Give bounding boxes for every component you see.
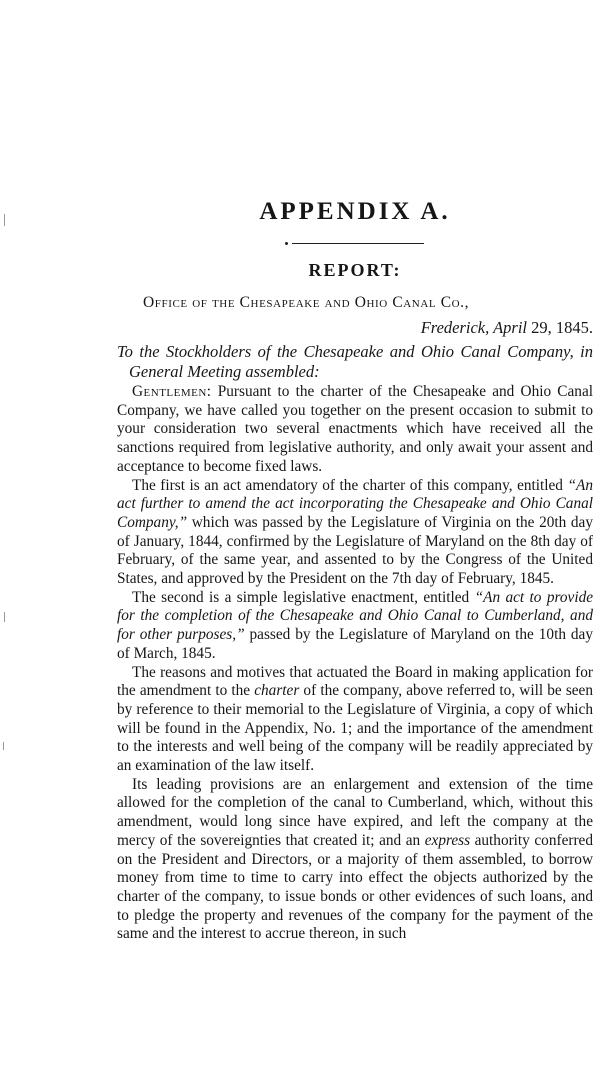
paragraph-text: The first is an act amendatory of the charter of this company, entitled	[132, 476, 568, 494]
emphasis: charter	[254, 682, 300, 700]
act-title: “An act to provide for the completion of the Chesapeake and Ohio Canal to Cumberland, and for other purposes,”	[117, 588, 594, 644]
scan-speck	[4, 612, 5, 622]
paragraph-text: The second is a simple legislative enactment, entitled	[132, 588, 475, 606]
paragraph-text: of the company, above referred to, will be seen by reference to their memorial to the Legislature of Virginia, a copy of which will be found in the Appendix, No. 1; and the importance of the amendment to the interests and well being of the company will be readily appreciated by an examination of the law itself.	[117, 682, 593, 775]
dateline	[421, 318, 593, 338]
paragraph	[117, 383, 593, 477]
office-line: Office of the Chesapeake and Ohio Canal Co.,	[143, 294, 470, 311]
ornament-dot	[285, 242, 288, 245]
report-title: REPORT:	[308, 260, 402, 280]
appendix-title: APPENDIX A.	[259, 198, 451, 225]
act-title: “An act further to amend the act incorporating the Chesapeake and Ohio Canal Company,”	[117, 476, 593, 531]
letter-body	[117, 383, 593, 944]
paragraph-text: The reasons and motives that actuated the Board in making application for the amendment to the	[117, 663, 593, 700]
emphasis: express	[424, 831, 471, 849]
address-line: To the Stockholders of the Chesapeake and Ohio Canal Company, in General Meeting assembled:	[117, 342, 593, 381]
scan-speck	[3, 742, 4, 750]
paragraph-text: Pursuant to the charter of the Chesapeake and Ohio Canal Company, we have called you together on the present occasion to submit to your consideration two several enactments which have received all the sanctions required from legislative authority, and only await your assent and acceptance to become fixed laws.	[117, 383, 593, 475]
paragraph-text: which was passed by the Legislature of Virginia on the 20th day of January, 1844, confirmed by the Legislature of Maryland on the 8th day of February, of the same year, and assented to by the Congress of the United States, and approved by the President on the 7th day of February, 1845.	[117, 513, 593, 588]
paragraph	[117, 589, 593, 664]
title-rule	[292, 243, 424, 244]
paragraph-text: authority conferred on the President and Directors, or a majority of them assembled, to borrow money from time to time to carry into effect the objects authorized by the charter of the company, to issue bonds or other evidences of such loans, and to pledge the property and revenues of the company for the payment of the same and the interest to accrue thereon, in such	[117, 831, 593, 943]
dateline-place: Frederick, April	[420, 318, 527, 337]
salutation: Gentlemen:	[132, 383, 212, 400]
paragraph-text: Its leading provisions are an enlargement and extension of the time allowed for the completion of the canal to Cumberland, which, without this amendment, would long since have expired, and left the company at the mercy of the sovereignties that created it; and an	[117, 775, 593, 849]
paragraph	[117, 477, 593, 589]
paragraph	[117, 664, 593, 776]
paragraph-text: passed by the Legislature of Maryland on the 10th day of March, 1845.	[117, 626, 593, 662]
paragraph	[117, 776, 593, 944]
scan-speck	[4, 214, 5, 226]
dateline-date: 29, 1845.	[531, 318, 593, 337]
